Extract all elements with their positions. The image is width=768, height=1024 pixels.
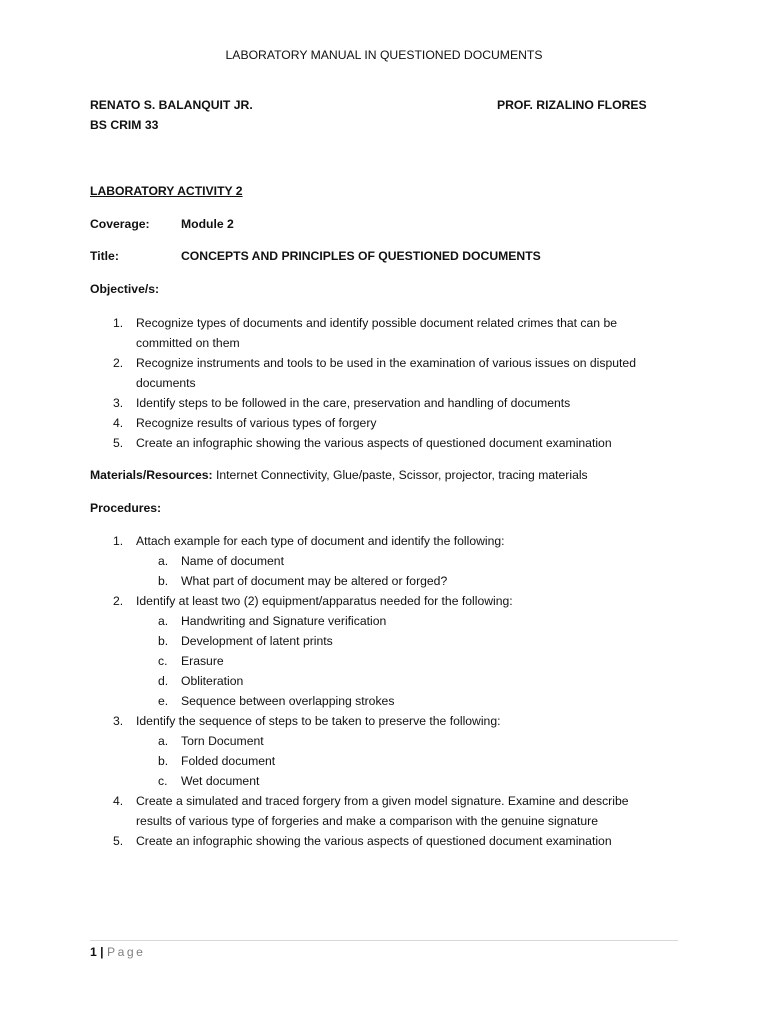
procedure-text-line: Create an infographic showing the various aspects of questioned document examination [136, 834, 612, 848]
objective-text-line: Recognize instruments and tools to be used in the examination of various issues on disputed [136, 356, 636, 370]
procedure-subitem-text: What part of document may be altered or forged? [181, 574, 448, 588]
objective-text-line: Create an infographic showing the various aspects of questioned document examination [136, 436, 612, 450]
procedure-subitem-text: Erasure [181, 654, 224, 668]
procedure-subitem [136, 611, 693, 631]
procedure-subitem-text: Sequence between overlapping strokes [181, 694, 395, 708]
objective-text-line: Recognize results of various types of forgery [136, 416, 377, 430]
procedure-text-line: Identify the sequence of steps to be taken to preserve the following: [136, 714, 501, 728]
objective-number: 1. [113, 316, 124, 330]
procedure-subitem-letter: b. [158, 574, 169, 588]
procedure-subitem-letter: c. [158, 774, 168, 788]
procedure-subitem [136, 651, 693, 671]
materials-label: Materials/Resources: [90, 468, 213, 482]
objective-number: 3. [113, 396, 124, 410]
procedure-subitem [136, 671, 693, 691]
objective-number: 5. [113, 436, 124, 450]
procedures-list [113, 531, 693, 851]
procedure-subitem-letter: a. [158, 614, 169, 628]
procedure-number: 5. [113, 834, 124, 848]
title-label: Title: [90, 249, 119, 263]
procedure-subitem [136, 571, 693, 591]
procedure-subitem [136, 691, 693, 711]
procedure-subitem-text: Torn Document [181, 734, 264, 748]
procedure-item [113, 711, 693, 791]
professor-name: PROF. RIZALINO FLORES [497, 98, 647, 112]
procedure-subitem-text: Development of latent prints [181, 634, 333, 648]
materials-line [90, 465, 588, 485]
procedure-number: 3. [113, 714, 124, 728]
objective-number: 2. [113, 356, 124, 370]
objective-text-line: documents [136, 376, 196, 390]
objective-text-line: committed on them [136, 336, 240, 350]
procedure-subitem-letter: b. [158, 634, 169, 648]
procedure-subitem-text: Name of document [181, 554, 284, 568]
procedure-text-line: Create a simulated and traced forgery from a given model signature. Examine and describe [136, 794, 629, 808]
procedure-subitem-letter: e. [158, 694, 169, 708]
objectives-list [113, 313, 693, 453]
title-value: CONCEPTS AND PRINCIPLES OF QUESTIONED DOCUMENTS [181, 249, 541, 263]
procedure-subitem [136, 631, 693, 651]
procedure-subitem-letter: b. [158, 754, 169, 768]
objective-item [113, 393, 693, 413]
procedure-number: 1. [113, 534, 124, 548]
document-title: LABORATORY MANUAL IN QUESTIONED DOCUMENTS [225, 48, 543, 62]
student-section: BS CRIM 33 [90, 118, 159, 132]
student-name: RENATO S. BALANQUIT JR. [90, 98, 253, 112]
procedure-subitem-text: Obliteration [181, 674, 244, 688]
procedure-item [113, 591, 693, 711]
procedure-item [113, 831, 693, 851]
page-number: 1 [90, 945, 97, 959]
activity-heading: LABORATORY ACTIVITY 2 [90, 184, 243, 198]
coverage-value: Module 2 [181, 217, 234, 231]
page-footer [90, 942, 145, 962]
materials-value: Internet Connectivity, Glue/paste, Scissor, projector, tracing materials [212, 468, 588, 482]
procedure-number: 4. [113, 794, 124, 808]
procedure-number: 2. [113, 594, 124, 608]
objective-number: 4. [113, 416, 124, 430]
objective-text-line: Identify steps to be followed in the care, preservation and handling of documents [136, 396, 571, 410]
procedure-subitem-letter: a. [158, 554, 169, 568]
procedure-subitem [136, 751, 693, 771]
procedure-text-line: results of various type of forgeries and make a comparison with the genuine signature [136, 814, 599, 828]
coverage-label: Coverage: [90, 217, 150, 231]
procedure-text-line: Identify at least two (2) equipment/apparatus needed for the following: [136, 594, 513, 608]
procedure-subitem [136, 771, 693, 791]
procedure-subitem-text: Wet document [181, 774, 260, 788]
procedure-subitem [136, 731, 693, 751]
procedure-subitem-letter: a. [158, 734, 169, 748]
procedure-subitem-letter: d. [158, 674, 169, 688]
objective-item [113, 353, 693, 393]
procedure-subitem-text: Folded document [181, 754, 276, 768]
page-separator: | [100, 945, 104, 959]
objective-item [113, 433, 693, 453]
page-label: Page [106, 945, 146, 959]
procedures-label: Procedures: [90, 501, 162, 515]
procedure-subitem [136, 551, 693, 571]
objective-item [113, 313, 693, 353]
footer-divider [90, 940, 678, 941]
objectives-label: Objective/s: [90, 282, 160, 296]
procedure-subitem-text: Handwriting and Signature verification [181, 614, 387, 628]
procedure-item [113, 791, 693, 831]
objective-text-line: Recognize types of documents and identify possible document related crimes that can be [136, 316, 618, 330]
procedure-item [113, 531, 693, 591]
objective-item [113, 413, 693, 433]
procedure-subitem-letter: c. [158, 654, 168, 668]
procedure-text-line: Attach example for each type of document and identify the following: [136, 534, 505, 548]
